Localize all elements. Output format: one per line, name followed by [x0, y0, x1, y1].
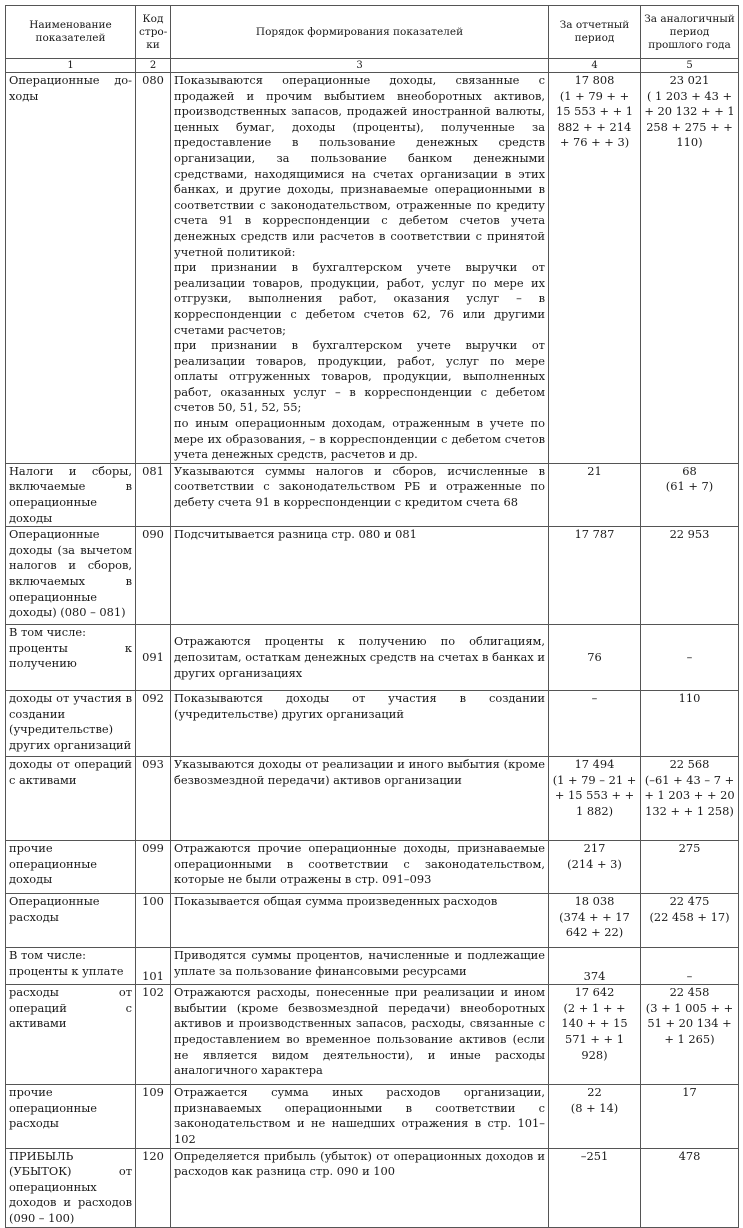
row-name: [6, 625, 136, 691]
table-row: [6, 691, 739, 757]
row-description-text: при признании в бухгалтерском учете выручки от реализации товаров, продукции, работ, услуг по мере оплаты отгруженных товаров, продукции, выполненных работ, оказанных услуг – в корреспонденции с дебетом счетов 50, 51, 52, 55;: [174, 338, 545, 415]
current-total: –: [591, 691, 598, 706]
previous-total: 478: [678, 1148, 701, 1163]
row-current-value: [549, 73, 641, 464]
row-name: [6, 948, 136, 985]
current-total: 17 787: [574, 527, 615, 542]
row-description: [171, 625, 549, 691]
previous-breakdown: (3 + 1 005 + + 51 + 20 134 + + 1 265): [645, 1000, 734, 1046]
row-current-value: [549, 985, 641, 1085]
row-description: Показывается общая сумма произведенных расходов: [171, 894, 549, 948]
row-name: Операционные расходы: [6, 894, 136, 948]
row-code: 100: [136, 894, 171, 948]
header-current-period: За отчетный период: [549, 6, 641, 59]
row-previous-value: [641, 985, 739, 1085]
row-code: 102: [136, 985, 171, 1085]
row-description: Указываются доходы от реализации и иного выбытия (кроме безвозмездной передачи) активов организации: [171, 757, 549, 841]
row-code: 090: [136, 527, 171, 625]
column-number: 2: [136, 59, 171, 73]
row-previous-value: [641, 894, 739, 948]
row-previous-value: [641, 73, 739, 464]
row-name-text: проценты к получению: [9, 640, 132, 671]
row-current-value: [549, 691, 641, 757]
row-previous-value: [641, 1148, 739, 1227]
row-description-text: Показываются операционные доходы, связанные с продажей и прочим выбытием внеоборотных активов, производственных запасов, продажей иностранной валюты, ценных бумаг, доходы (проценты), полученные за предоставление в пользование денежных средств организации, за пользование банком денежными средствами, находящимися на счетах организации в этих банках, и другие доходы, признаваемые операционными в соответствии с законодательством, отраженные по кредиту счета 91 в корреспонденции с дебетом счетов учета денежных средств или расчетов в соответствии с принятой учетной политикой:: [174, 73, 545, 259]
previous-breakdown: (22 458 + 17): [649, 909, 730, 924]
row-current-value: [549, 1148, 641, 1227]
current-total: 17 494: [574, 757, 615, 772]
row-code: [136, 948, 171, 985]
current-breakdown: (8 + 14): [570, 1100, 619, 1115]
table-row: [6, 894, 739, 948]
header-code: Код стро-ки: [136, 6, 171, 59]
row-previous-value: [641, 1085, 739, 1148]
row-description: Отражается сумма иных расходов организации, признаваемых операционными в соответствии с законодательством и не нашедших отражения в стр. 101–102: [171, 1085, 549, 1148]
row-description: Показываются доходы от участия в создании (учредительстве) других организаций: [171, 691, 549, 757]
row-name: доходы от операций с активами: [6, 757, 136, 841]
row-name: Операционные доходы (за вычетом налогов и сборов, включаемых в операционные доходы) (080 – 081): [6, 527, 136, 625]
row-description: Отражаются расходы, понесенные при реализации и ином выбытии (кроме безвозмездной передачи) внеоборотных активов и производственных запасов, расходы, связанные с предоставлением во временное пользование активов (если не является видом деятельности), и иные расходы аналогичного характера: [171, 985, 549, 1085]
previous-total: 275: [678, 841, 701, 856]
row-code-text: 101: [142, 968, 164, 983]
previous-total: 22 568: [669, 757, 710, 772]
previous-breakdown: (61 + 7): [665, 479, 714, 494]
row-description: [171, 73, 549, 464]
row-code-text: 091: [142, 649, 164, 664]
current-total: 22: [587, 1085, 602, 1100]
header-name: Наименование показателей: [6, 6, 136, 59]
row-description: Отражаются прочие операционные доходы, признаваемые операционными в соответствии с законодательством, которые не были отражены в стр. 091–093: [171, 841, 549, 894]
row-current-value: [549, 894, 641, 948]
row-previous-value: [641, 757, 739, 841]
table-row: [6, 527, 739, 625]
previous-total: 22 953: [669, 527, 710, 542]
row-code: 093: [136, 757, 171, 841]
column-number: 3: [171, 59, 549, 73]
current-breakdown: (2 + 1 + + 140 + + 15 571 + + 1 928): [561, 1000, 628, 1062]
current-total: 374: [583, 968, 606, 983]
row-name: ПРИБЫЛЬ (УБЫТОК) от операционных доходов и расходов (090 – 100): [6, 1148, 136, 1227]
row-previous-value: [641, 691, 739, 757]
table-row: [6, 1085, 739, 1148]
row-name-prefix: В том числе:: [9, 948, 86, 963]
row-name: Налоги и сборы, включаемые в операционные доходы: [6, 463, 136, 526]
row-current-value: [549, 463, 641, 526]
row-code: [136, 625, 171, 691]
current-total: 18 038: [574, 894, 615, 909]
previous-total: –: [686, 968, 693, 983]
table-row: [6, 985, 739, 1085]
previous-total: 22 458: [669, 985, 710, 1000]
table-row: [6, 757, 739, 841]
previous-total: 68: [682, 463, 697, 478]
row-code: 109: [136, 1085, 171, 1148]
row-current-value: [549, 1085, 641, 1148]
current-breakdown: (1 + 79 + + 15 553 + + 1 882 + + 214 + 76 + + 3): [555, 88, 634, 150]
previous-breakdown: (–61 + 43 – 7 + + 1 203 + + 20 132 + + 1 258): [644, 772, 735, 818]
column-number: 1: [6, 59, 136, 73]
previous-breakdown: ( 1 203 + 43 + + 20 132 + + 1 258 + 275 + + 110): [644, 88, 735, 150]
previous-total: 110: [678, 691, 701, 706]
row-description: Приводятся суммы процентов, начисленные и подлежащие уплате за пользование финансовыми ресурсами: [171, 948, 549, 985]
row-code: 080: [136, 73, 171, 464]
current-total: 21: [587, 463, 602, 478]
row-code: 099: [136, 841, 171, 894]
current-total: 76: [587, 649, 602, 664]
row-previous-value: [641, 527, 739, 625]
previous-total: –: [686, 649, 693, 664]
row-name: расходы от операций с активами: [6, 985, 136, 1085]
row-previous-value: [641, 463, 739, 526]
row-code: 081: [136, 463, 171, 526]
row-description-text: по иным операционным доходам, отраженным в учете по мере их образования, – в корреспонденции с дебетом счетов учета денежных средств, расчетов и др.: [174, 416, 545, 462]
row-description-text: Отражаются проценты к получению по облигациям, депозитам, остаткам денежных средств на счетах в банках и других организациях: [174, 634, 545, 680]
row-name: прочие операционные расходы: [6, 1085, 136, 1148]
row-current-value: [549, 841, 641, 894]
row-current-value: [549, 757, 641, 841]
row-code: 120: [136, 1148, 171, 1227]
report-table: [5, 5, 739, 1228]
column-number: 5: [641, 59, 739, 73]
row-current-value: [549, 948, 641, 985]
header-row: [6, 6, 739, 59]
current-total: 217: [583, 841, 606, 856]
previous-total: 22 475: [669, 894, 710, 909]
header-previous-period: За аналогичный период прошлого года: [641, 6, 739, 59]
row-name-prefix: В том числе:: [9, 625, 86, 640]
table-row: [6, 841, 739, 894]
table-row: [6, 625, 739, 691]
row-previous-value: [641, 948, 739, 985]
row-previous-value: [641, 625, 739, 691]
current-breakdown: (1 + 79 – 21 + + 15 553 + + 1 882): [552, 772, 637, 818]
table-row: [6, 948, 739, 985]
row-name-text: проценты к уплате: [9, 963, 124, 978]
current-total: –251: [580, 1148, 609, 1163]
row-previous-value: [641, 841, 739, 894]
row-name: прочие операционные доходы: [6, 841, 136, 894]
previous-total: 17: [682, 1085, 697, 1100]
table-row: [6, 73, 739, 464]
row-description: Указываются суммы налогов и сборов, исчисленные в соответствии с законодательством РБ и отраженные по дебету счета 91 в корреспонденции с кредитом счета 68: [171, 463, 549, 526]
current-total: 17 642: [574, 985, 615, 1000]
row-code: 092: [136, 691, 171, 757]
column-number-row: [6, 59, 739, 73]
current-total: 17 808: [574, 73, 615, 87]
row-current-value: [549, 527, 641, 625]
previous-total: 23 021: [669, 73, 710, 87]
table-row: [6, 463, 739, 526]
current-breakdown: (214 + 3): [567, 856, 622, 871]
header-description: Порядок формирования показателей: [171, 6, 549, 59]
row-description-text: при признании в бухгалтерском учете выручки от реализации товаров, продукции, работ, услуг по мере их отгрузки, выполнения работ, оказания услуг – в корреспонденции с дебетом счетов 62, 76 или другими счетами расчетов;: [174, 260, 545, 337]
row-current-value: [549, 625, 641, 691]
column-number: 4: [549, 59, 641, 73]
current-breakdown: (374 + + 17 642 + 22): [559, 909, 630, 940]
row-description: Определяется прибыль (убыток) от операционных доходов и расходов как разница стр. 090 и 100: [171, 1148, 549, 1227]
row-name: доходы от участия в создании (учредительстве) других организаций: [6, 691, 136, 757]
table-row: [6, 1148, 739, 1227]
row-name: Операционные до-ходы: [6, 73, 136, 464]
row-description: Подсчитывается разница стр. 080 и 081: [171, 527, 549, 625]
